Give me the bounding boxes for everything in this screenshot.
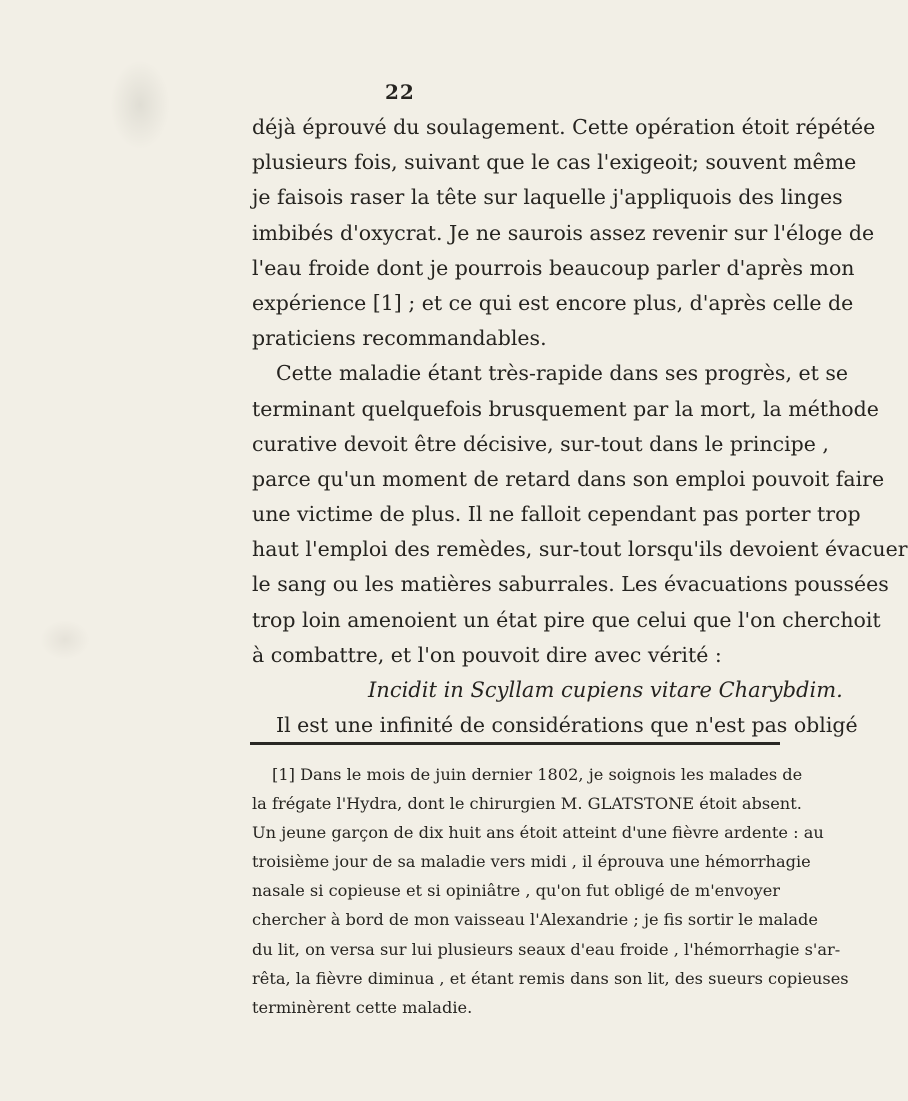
text-line: Il est une infinité de considérations que n'est pas obligé xyxy=(276,713,858,738)
footnote-line: du lit, on versa sur lui plusieurs seaux d'eau froide , l'hémorrhagie s'ar- xyxy=(252,939,841,959)
paper-stain xyxy=(110,60,170,150)
footnote-line: nasale si copieuse et si opiniâtre , qu'on fut obligé de m'envoyer xyxy=(252,881,781,901)
text-line: plusieurs fois, suivant que le cas l'exigeoit; souvent même xyxy=(252,150,857,175)
body-text xyxy=(252,110,908,743)
text-line: le sang ou les matières saburrales. Les évacuations poussées xyxy=(252,572,889,597)
text-line: à combattre, et l'on pouvoit dire avec vérité : xyxy=(252,642,722,667)
text-line: curative devoit être décisive, sur-tout dans le principe , xyxy=(252,431,829,456)
footnote-line: rêta, la fièvre diminua , et étant remis dans son lit, des sueurs copieuses xyxy=(252,968,849,988)
footnote xyxy=(252,760,849,1022)
footnote-line: [1] Dans le mois de juin dernier 1802, je soignois les malades de xyxy=(272,765,803,784)
text-line: imbibés d'oxycrat. Je ne saurois assez revenir sur l'éloge de xyxy=(252,220,875,245)
footnote-line: Un jeune garçon de dix huit ans étoit atteint d'une fièvre ardente : au xyxy=(252,823,824,843)
footnote-line: la frégate l'Hydra, dont le chirurgien M. GLATSTONE étoit absent. xyxy=(252,794,802,814)
footnote-line: terminèrent cette maladie. xyxy=(252,997,473,1017)
footnote-divider xyxy=(250,742,780,745)
text-line: l'eau froide dont je pourrois beaucoup parler d'après mon xyxy=(252,255,855,280)
paper-stain xyxy=(40,620,90,660)
text-line: trop loin amenoient un état pire que celui que l'on cherchoit xyxy=(252,607,881,632)
text-line: je faisois raser la tête sur laquelle j'appliquois des linges xyxy=(252,185,843,210)
footnote-line: troisième jour de sa maladie vers midi , il éprouva une hémorrhagie xyxy=(252,852,811,872)
text-line: praticiens recommandables. xyxy=(252,326,547,351)
page-number: 22 xyxy=(385,80,415,104)
text-line: parce qu'un moment de retard dans son emploi pouvoit faire xyxy=(252,466,885,491)
text-line: une victime de plus. Il ne falloit cependant pas porter trop xyxy=(252,502,861,527)
text-line: haut l'emploi des remèdes, sur-tout lorsqu'ils devoient évacuer xyxy=(252,537,908,562)
text-line: Cette maladie étant très-rapide dans ses progrès, et se xyxy=(276,361,849,386)
text-line: expérience [1] ; et ce qui est encore plus, d'après celle de xyxy=(252,290,854,315)
text-line: terminant quelquefois brusquement par la mort, la méthode xyxy=(252,396,879,421)
text-line: déjà éprouvé du soulagement. Cette opération étoit répétée xyxy=(252,115,876,139)
footnote-line: chercher à bord de mon vaisseau l'Alexandrie ; je fis sortir le malade xyxy=(252,910,818,930)
latin-quotation: Incidit in Scyllam cupiens vitare Charybdim. xyxy=(368,678,843,702)
